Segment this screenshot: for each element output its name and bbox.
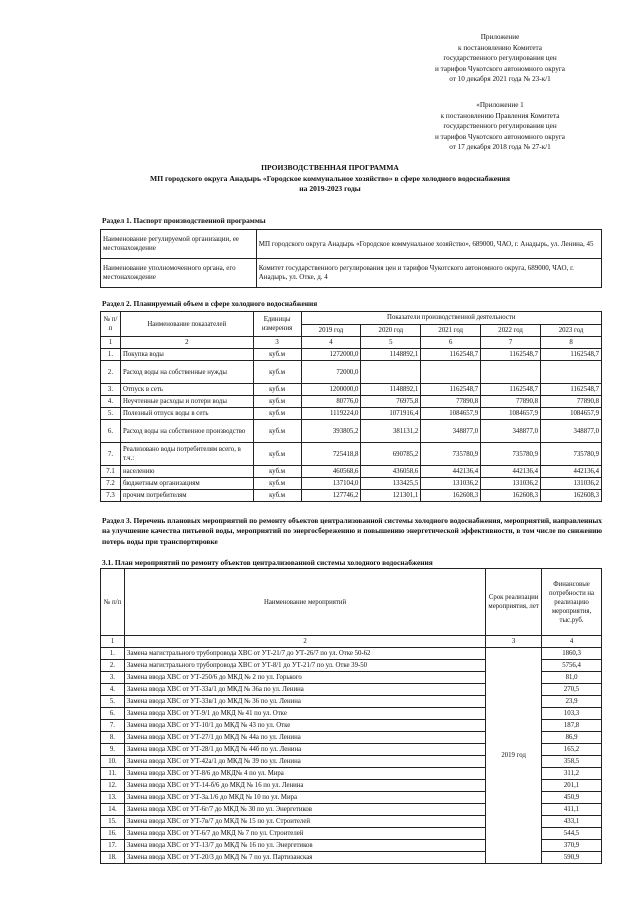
row-value: 735780,9	[541, 443, 602, 466]
row-value: 725418,8	[301, 443, 361, 466]
row-unit: куб.м	[253, 361, 301, 384]
section2-heading: Раздел 2. Планируемый объем в сфере холодного водоснабжения	[102, 299, 318, 308]
row-value: 311,2	[542, 768, 602, 780]
row-value: 381131,2	[361, 420, 421, 443]
row-value: 137104,0	[301, 478, 361, 490]
row-value	[541, 361, 602, 384]
row-num: 10.	[101, 756, 125, 768]
row-value: 127746,2	[301, 490, 361, 502]
row-value: 1200000,0	[301, 384, 361, 396]
column-number: 2	[120, 337, 253, 349]
row-value: 1272000,0	[301, 349, 361, 361]
row-value: 436058,6	[361, 466, 421, 478]
row-name: населению	[120, 466, 253, 478]
row-value: 165,2	[542, 744, 602, 756]
row-value: 162608,3	[421, 490, 481, 502]
row-value: 735780,9	[421, 443, 481, 466]
appendix-old-line: от 17 декабря 2018 года № 27-к/1	[449, 143, 551, 152]
row-name: Замена ввода ХВС от УТ-6/7 до МКД № 7 по ул. Строителей	[124, 828, 485, 840]
row-name: Замена магистрального трубопровода ХВС от УТ-21/7 до УТ-26/7 по ул. Отке 50-62	[124, 648, 485, 660]
row-name: Отпуск в сеть	[120, 384, 253, 396]
row-value: 72000,0	[301, 361, 361, 384]
appendix-old-line: к постановлению Правления Комитета	[440, 111, 560, 120]
row-num: 1.	[101, 648, 125, 660]
header-indicators: Показатели производственной деятельности	[301, 312, 601, 325]
row-value	[421, 361, 481, 384]
row-value: 131036,2	[421, 478, 481, 490]
row-num: 18.	[101, 852, 125, 864]
row-num: 2.	[101, 660, 125, 672]
column-number: 7	[481, 337, 541, 349]
table-row	[101, 361, 602, 384]
row-value: 80776,0	[301, 396, 361, 408]
row-value: 131036,2	[481, 478, 541, 490]
row-num: 7.	[101, 720, 125, 732]
title-line-2: МП городского округа Анадырь «Городское коммунальное хозяйство» в сфере холодного водоснабжения	[150, 173, 510, 183]
table-row	[101, 349, 602, 361]
row-value: 348877,0	[541, 420, 602, 443]
row-value: 460568,6	[301, 466, 361, 478]
header-term: Срок реализации мероприятия, лет	[486, 569, 542, 636]
row-name: Замена ввода ХВС от УТ-13/7 до МКД № 16 по ул. Энергетиков	[124, 840, 485, 852]
row-unit: куб.м	[253, 466, 301, 478]
row-value: 77890,8	[421, 396, 481, 408]
row-num: 15.	[101, 816, 125, 828]
row-name: Замена ввода ХВС от УТ-7в/7 до МКД № 15 по ул. Строителей	[124, 816, 485, 828]
row-value: 1162548,7	[421, 384, 481, 396]
appendix-old	[400, 100, 600, 153]
plan-table-body	[101, 648, 602, 864]
row-num: 6.	[101, 420, 121, 443]
column-number-row	[101, 636, 602, 648]
row-value: 1119224,0	[301, 408, 361, 420]
row-value: 162608,3	[481, 490, 541, 502]
row-unit: куб.м	[253, 443, 301, 466]
row-value: 1860,3	[542, 648, 602, 660]
row-term: 2019 год	[486, 648, 542, 864]
column-number-row	[101, 337, 602, 349]
row-name: Замена ввода ХВС от УТ-3а.1/6 до МКД № 10 по ул. Мира	[124, 792, 485, 804]
table-row	[101, 490, 602, 502]
row-num: 6.	[101, 708, 125, 720]
header-year: 2019 год	[301, 324, 361, 337]
row-name: Замена ввода ХВС от УТ-8/6 до МКД№ 4 по ул. Мира	[124, 768, 485, 780]
document-title	[80, 163, 580, 195]
column-number: 1	[101, 337, 121, 349]
row-name: Неучтенные расходы и потери воды	[120, 396, 253, 408]
header-num: № п/п	[101, 312, 121, 337]
table-row	[101, 230, 602, 259]
header-name: Наименование показателей	[120, 312, 253, 337]
row-num: 8.	[101, 732, 125, 744]
column-number: 6	[421, 337, 481, 349]
plan-table	[100, 568, 602, 864]
appendix-old-line: государственного регулирования цен	[443, 122, 557, 131]
passport-label: Наименование уполномоченного органа, его местонахождение	[101, 259, 257, 288]
row-value: 103,3	[542, 708, 602, 720]
row-value: 1148892,1	[361, 384, 421, 396]
row-name: Замена ввода ХВС от УТ-42а/1 до МКД № 39 по ул. Ленина	[124, 756, 485, 768]
table-row	[101, 466, 602, 478]
row-value: 1084657,9	[541, 408, 602, 420]
section1-heading: Раздел 1. Паспорт производственной программы	[102, 216, 266, 225]
row-num: 13.	[101, 792, 125, 804]
row-value: 1071916,4	[361, 408, 421, 420]
column-number: 1	[101, 636, 125, 648]
row-name: Замена ввода ХВС от УТ-33а/1 до МКД № 36а по ул. Ленина	[124, 684, 485, 696]
row-value: 433,1	[542, 816, 602, 828]
row-value: 544,5	[542, 828, 602, 840]
appendix-old-line: «Приложение 1	[476, 101, 524, 109]
header-unit: Единицы измерения	[253, 312, 301, 337]
row-num: 2.	[101, 361, 121, 384]
row-value: 442136,4	[481, 466, 541, 478]
row-num: 1.	[101, 349, 121, 361]
row-unit: куб.м	[253, 478, 301, 490]
appendix-line: к постановлению Комитета	[458, 43, 542, 52]
title-line-1: ПРОИЗВОДСТВЕННАЯ ПРОГРАММА	[261, 163, 399, 172]
row-value	[361, 361, 421, 384]
row-num: 17.	[101, 840, 125, 852]
row-value: 121301,1	[361, 490, 421, 502]
row-value: 5756,4	[542, 660, 602, 672]
row-value: 76975,8	[361, 396, 421, 408]
row-num: 7.1	[101, 466, 121, 478]
row-name: Замена ввода ХВС от УТ-6г/7 до МКД № 30 по ул. Энергетиков	[124, 804, 485, 816]
row-name: Расход воды на собственные нужды	[120, 361, 253, 384]
row-name: Замена ввода ХВС от УТ-27/1 до МКД № 44а по ул. Ленина	[124, 732, 485, 744]
passport-value: Комитет государственного регулирования цен и тарифов Чукотского автономного округа, 689000, ЧАО, г. Анадырь, ул. Отке, д. 4	[256, 259, 601, 288]
row-value	[481, 361, 541, 384]
row-unit: куб.м	[253, 408, 301, 420]
row-value: 201,1	[542, 780, 602, 792]
row-value: 86,9	[542, 732, 602, 744]
row-name: Замена ввода ХВС от УТ-9/1 до МКД № 41 по ул. Отке	[124, 708, 485, 720]
appendix-new	[400, 32, 600, 85]
table-header-row	[101, 569, 602, 636]
row-value: 348877,0	[421, 420, 481, 443]
row-value: 735780,9	[481, 443, 541, 466]
row-unit: куб.м	[253, 396, 301, 408]
row-value: 131036,2	[541, 478, 602, 490]
table-header-row	[101, 312, 602, 325]
row-value: 348877,0	[481, 420, 541, 443]
row-value: 1162548,7	[481, 384, 541, 396]
row-num: 7.	[101, 443, 121, 466]
row-value: 411,1	[542, 804, 602, 816]
volume-table	[100, 311, 602, 502]
row-name: прочим потребителям	[120, 490, 253, 502]
passport-value: МП городского округа Анадырь «Городское коммунальное хозяйство», 689000, ЧАО, г. Анадырь, ул. Ленина, 45	[256, 230, 601, 259]
row-value: 133425,5	[361, 478, 421, 490]
row-name: Замена ввода ХВС от УТ-250/6 до МКД № 2 по ул. Горького	[124, 672, 485, 684]
row-value: 77890,8	[481, 396, 541, 408]
volume-table-body	[101, 349, 602, 502]
header-year: 2021 год	[421, 324, 481, 337]
header-year: 2020 год	[361, 324, 421, 337]
row-name: Замена магистрального трубопровода ХВС от УТ-8/1 до УТ-21/7 по ул. Отке 39-50	[124, 660, 485, 672]
row-name: Замена ввода ХВС от УТ-20/3 до МКД № 7 по ул. Партизанская	[124, 852, 485, 864]
row-name: Замена ввода ХВС от УТ-10/1 до МКД № 43 по ул. Отке	[124, 720, 485, 732]
row-value: 1162548,7	[481, 349, 541, 361]
table-row	[101, 396, 602, 408]
row-num: 12.	[101, 780, 125, 792]
row-num: 3.	[101, 384, 121, 396]
column-number: 4	[301, 337, 361, 349]
row-value: 1084657,9	[481, 408, 541, 420]
row-num: 16.	[101, 828, 125, 840]
row-num: 3.	[101, 672, 125, 684]
header-year: 2023 год	[541, 324, 602, 337]
row-value: 187,8	[542, 720, 602, 732]
row-num: 9.	[101, 744, 125, 756]
appendix-line: Приложение	[480, 33, 520, 41]
row-value: 1162548,7	[541, 349, 602, 361]
row-num: 4.	[101, 396, 121, 408]
table-row	[101, 420, 602, 443]
column-number: 2	[124, 636, 485, 648]
row-unit: куб.м	[253, 384, 301, 396]
header-num: № п/п	[101, 569, 125, 636]
row-value: 690785,2	[361, 443, 421, 466]
table-row	[101, 259, 602, 288]
row-value: 393805,2	[301, 420, 361, 443]
row-value: 1084657,9	[421, 408, 481, 420]
column-number: 5	[361, 337, 421, 349]
column-number: 3	[486, 636, 542, 648]
row-value: 23,9	[542, 696, 602, 708]
column-number: 4	[542, 636, 602, 648]
row-unit: куб.м	[253, 349, 301, 361]
row-name: Реализовано воды потребителям всего, в т.ч.:	[120, 443, 253, 466]
appendix-line: и тарифов Чукотского автономного округа	[435, 64, 565, 73]
row-name: Замена ввода ХВС от УТ-14-б/6 до МКД № 16 по ул. Ленина	[124, 780, 485, 792]
row-name: Замена ввода ХВС от УТ-33в/1 до МКД № 36 по ул. Ленина	[124, 696, 485, 708]
row-num: 5.	[101, 408, 121, 420]
header-name: Наименование мероприятий	[124, 569, 485, 636]
header-year: 2022 год	[481, 324, 541, 337]
row-num: 5.	[101, 696, 125, 708]
table-row	[101, 384, 602, 396]
row-value: 162608,3	[541, 490, 602, 502]
appendix-line: государственного регулирования цен	[443, 54, 557, 63]
row-value: 442136,4	[541, 466, 602, 478]
row-num: 11.	[101, 768, 125, 780]
row-value: 1162548,7	[541, 384, 602, 396]
row-name: Замена ввода ХВС от УТ-28/1 до МКД № 44б по ул. Ленина	[124, 744, 485, 756]
column-number: 8	[541, 337, 602, 349]
row-num: 7.3	[101, 490, 121, 502]
row-num: 14.	[101, 804, 125, 816]
row-value: 590,9	[542, 852, 602, 864]
row-value: 270,5	[542, 684, 602, 696]
row-name: бюджетным организациям	[120, 478, 253, 490]
row-value: 1162548,7	[421, 349, 481, 361]
section3-heading: Раздел 3. Перечень плановых мероприятий по ремонту объектов централизованной системы холодного водоснабжения, мероприятий, направленных на улучшение качества питьевой воды, мероприятий по энергосбережению и повышению энергетической эффективности, в том числе по снижению потерь воды при транспортировке	[102, 516, 602, 546]
column-number: 3	[253, 337, 301, 349]
row-value: 81,0	[542, 672, 602, 684]
row-name: Полезный отпуск воды в сеть	[120, 408, 253, 420]
title-line-3: на 2019-2023 годы	[299, 184, 361, 193]
table-row	[101, 443, 602, 466]
row-value: 77890,8	[541, 396, 602, 408]
row-value: 358,5	[542, 756, 602, 768]
row-value: 370,9	[542, 840, 602, 852]
header-finance: Финансовые потребности на реализацию мероприятия, тыс.руб.	[542, 569, 602, 636]
passport-table	[100, 229, 602, 288]
row-value: 442136,4	[421, 466, 481, 478]
row-value: 1148892,1	[361, 349, 421, 361]
row-num: 7.2	[101, 478, 121, 490]
appendix-old-line: и тарифов Чукотского автономного округа	[435, 132, 565, 141]
table-row	[101, 648, 602, 660]
section3-subheading: 3.1. План мероприятий по ремонту объектов централизованной системы холодного водоснабжения	[102, 558, 433, 567]
passport-label: Наименование регулируемой организации, ее местонахождение	[101, 230, 257, 259]
row-name: Покупка воды	[120, 349, 253, 361]
row-unit: куб.м	[253, 420, 301, 443]
table-row	[101, 478, 602, 490]
row-name: Расход воды на собственное производство	[120, 420, 253, 443]
table-row	[101, 408, 602, 420]
row-num: 4.	[101, 684, 125, 696]
row-unit: куб.м	[253, 490, 301, 502]
row-value: 450,9	[542, 792, 602, 804]
appendix-line: от 10 декабря 2021 года № 23-к/1	[449, 75, 551, 84]
